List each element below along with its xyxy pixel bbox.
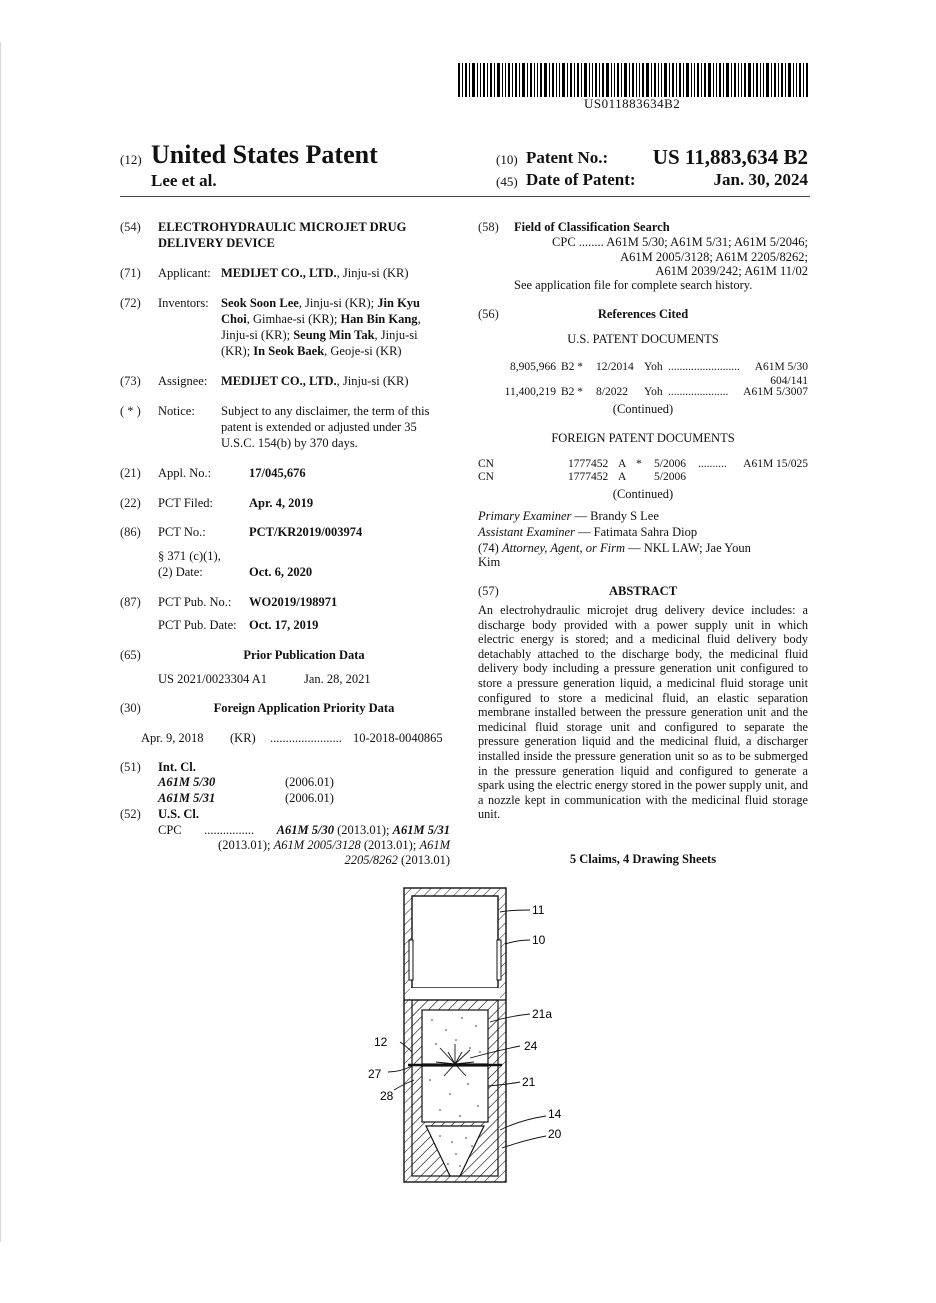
- ref-date: 5/2006: [654, 458, 686, 470]
- cpc-classes-1: [277, 823, 450, 838]
- cpc-line2: [158, 838, 450, 853]
- inventor-location: , Jinju-si: [374, 328, 418, 342]
- ref-date: 5/2006: [654, 471, 686, 483]
- code-73: (73): [120, 374, 141, 388]
- header-divider: [120, 196, 810, 197]
- pct-filed-label: PCT Filed:: [158, 496, 213, 510]
- cpc-line1: [158, 823, 450, 838]
- us-patent-docs-heading: U.S. PATENT DOCUMENTS: [567, 332, 719, 346]
- label-24: 24: [524, 1039, 538, 1053]
- cpc-line3: [158, 853, 450, 868]
- inventors-line4: [221, 344, 402, 359]
- attorney-name: — NKL LAW; Jae Youn: [624, 541, 751, 555]
- ref-star: *: [636, 458, 642, 470]
- assignee-name: MEDIJET CO., LTD.: [221, 374, 337, 388]
- abstract-text: An electrohydraulic microjet drug delivery device includes: a discharge body provided with a power supply unit in which electric energy is stored; and a medicinal fluid delivery body detachably attached to the discharge body, the medicinal fluid delivery body including a pressure generation unit configured to store a pressure generation liquid, a medicinal fluid storage unit configured to store a medicinal fluid, an elastic separation membrane installed between the pressure generation unit and the medicinal fluid storage unit and configured to separate the pressure generation liquid and the medicinal fluid, a discharger installed inside the pressure generation unit so as to be submerged in the pressure generation liquid and configured to generate a spark using the electric energy stored in the power supply unit, and a nozzle kept in communication with the medicinal fluid storage unit.: [478, 603, 808, 822]
- ref-kind: B2 *: [561, 361, 584, 373]
- code-72: (72): [120, 296, 141, 310]
- barcode: [458, 63, 808, 97]
- code-57: (57): [478, 584, 499, 598]
- code-22: (22): [120, 496, 141, 510]
- field-search-heading: Field of Classification Search: [514, 220, 670, 234]
- inventor-name: Han Bin Kang: [340, 312, 418, 326]
- prior-pub-heading: Prior Publication Data: [243, 648, 365, 662]
- inventors-line2: [221, 312, 421, 327]
- ref-dots: .....................: [668, 386, 729, 398]
- cpc-date: (2013.01);: [333, 823, 393, 837]
- inventor-location: , Geoje-si (KR): [324, 344, 402, 358]
- inventor-name: Choi: [221, 312, 247, 326]
- us-cl-label: U.S. Cl.: [158, 807, 199, 821]
- cpc-class: A61M 5/31: [392, 823, 450, 837]
- field-search-line3: A61M 2039/242; A61M 11/02: [655, 264, 808, 278]
- abstract-heading: ABSTRACT: [608, 584, 678, 598]
- ref-number: 1777452: [568, 471, 609, 483]
- prior-pub-no: US 2021/0023304 A1: [158, 672, 268, 686]
- ref-kind: B2 *: [561, 386, 584, 398]
- primary-examiner-name: — Brandy S Lee: [571, 509, 659, 523]
- ref-class: A61M 5/3007: [743, 386, 808, 398]
- cpc-class: A61M 5/30: [276, 823, 334, 837]
- ref-date: 12/2014: [596, 361, 634, 373]
- patent-number: US 11,883,634 B2: [652, 145, 808, 169]
- inventor-name: Jin Kyu: [377, 296, 421, 310]
- device-drawing: [360, 880, 580, 1190]
- ref-name: Yoh: [644, 386, 663, 398]
- label-11: 11: [532, 903, 545, 917]
- section-371-line1: § 371 (c)(1),: [158, 549, 221, 563]
- ref-number: 8,905,966: [510, 361, 556, 373]
- pct-no: PCT/KR2019/003974: [249, 525, 363, 539]
- code-10: (10): [496, 152, 518, 167]
- label-21a: 21a: [532, 1007, 553, 1021]
- ref-dots: ..........: [698, 458, 727, 470]
- appl-no: 17/045,676: [249, 466, 306, 480]
- applicant: [221, 266, 409, 281]
- code-56: (56): [478, 307, 499, 321]
- inventor-location: Jinju-si (KR);: [221, 328, 294, 342]
- invention-title-line1: ELECTROHYDRAULIC MICROJET DRUG: [158, 220, 407, 234]
- notice-line2: patent is extended or adjusted under 35: [221, 420, 417, 434]
- us-ref-row-1-class2: 604/141: [770, 375, 808, 387]
- cpc-date: (2013.01);: [360, 838, 420, 852]
- patent-no-label: Patent No.:: [526, 148, 609, 167]
- code-74: (74): [478, 541, 502, 555]
- label-27: 27: [368, 1067, 382, 1081]
- code-21: (21): [120, 466, 141, 480]
- primary-examiner: [478, 509, 659, 524]
- assignee-location: , Jinju-si (KR): [336, 374, 409, 388]
- notice-label: Notice:: [158, 404, 195, 418]
- pct-pub-no-label: PCT Pub. No.:: [158, 595, 232, 609]
- code-87: (87): [120, 595, 141, 609]
- field-search-line4: See application file for complete search history.: [514, 278, 753, 292]
- inventor-name: Seung Min Tak: [293, 328, 375, 342]
- code-86: (86): [120, 525, 141, 539]
- assistant-examiner-name: — Fatimata Sahra Diop: [574, 525, 698, 539]
- cpc-class: 2205/8262: [344, 853, 398, 867]
- prior-pub-date: Jan. 28, 2021: [304, 672, 371, 686]
- ref-dots: .........................: [668, 361, 740, 373]
- code-58: (58): [478, 220, 499, 234]
- barcode-number: US011883634B2: [584, 96, 681, 111]
- label-14: 14: [548, 1107, 562, 1121]
- applicant-name: MEDIJET CO., LTD.: [221, 266, 337, 280]
- attorney-line1: [478, 541, 751, 556]
- page-edge-line: [0, 42, 1, 1242]
- inventor-name: In Seok Baek: [253, 344, 325, 358]
- inventors-line3: [221, 328, 418, 343]
- foreign-patent-docs-heading: FOREIGN PATENT DOCUMENTS: [551, 431, 735, 445]
- code-71: (71): [120, 266, 141, 280]
- label-28: 28: [380, 1089, 394, 1103]
- continued-us: (Continued): [612, 402, 674, 416]
- cpc-class: A61M: [419, 838, 450, 852]
- code-51: (51): [120, 760, 141, 774]
- cpc-date: (2013.01);: [218, 838, 274, 852]
- ref-country: CN: [478, 471, 494, 483]
- field-search-line2: A61M 2005/3128; A61M 2205/8262;: [620, 250, 808, 264]
- ref-class: A61M 15/025: [743, 458, 808, 470]
- cpc-dots: ................: [204, 823, 255, 837]
- ref-class: A61M 5/30: [754, 361, 808, 373]
- cpc-label: CPC: [158, 823, 182, 837]
- code-notice: ( * ): [120, 404, 141, 418]
- int-cl-1: A61M 5/30: [158, 775, 216, 789]
- applicant-label: Applicant:: [158, 266, 211, 280]
- attorney-line2: Kim: [478, 555, 501, 569]
- pct-pub-date-label: PCT Pub. Date:: [158, 618, 237, 632]
- assignee: [221, 374, 409, 389]
- applicant-location: , Jinju-si (KR): [336, 266, 409, 280]
- inventor-name: Seok Soon Lee: [221, 296, 299, 310]
- pct-filed: Apr. 4, 2019: [249, 496, 314, 510]
- claims-summary: 5 Claims, 4 Drawing Sheets: [569, 852, 717, 866]
- ref-date: 8/2022: [596, 386, 628, 398]
- label-20: 20: [548, 1127, 562, 1141]
- representative-drawing: [360, 880, 580, 1190]
- assignee-label: Assignee:: [158, 374, 208, 388]
- inventor-location: (KR);: [221, 344, 254, 358]
- foreign-priority-country: (KR): [230, 731, 256, 745]
- inventors-line1: [221, 296, 420, 311]
- medicinal-fluid-storage: [422, 1066, 488, 1122]
- ref-name: Yoh: [644, 361, 663, 373]
- references-heading: References Cited: [597, 307, 689, 321]
- code-52: (52): [120, 807, 141, 821]
- continued-foreign: (Continued): [612, 487, 674, 501]
- primary-examiner-label: Primary Examiner: [478, 509, 572, 523]
- pct-pub-no: WO2019/198971: [249, 595, 338, 609]
- code-54: (54): [120, 220, 141, 234]
- cpc-class: A61M 2005/3128: [273, 838, 361, 852]
- comma: ,: [417, 312, 421, 326]
- int-cl-2: A61M 5/31: [158, 791, 216, 805]
- foreign-priority-dots: .......................: [270, 731, 342, 745]
- code-65: (65): [120, 648, 141, 662]
- label-10: 10: [532, 933, 546, 947]
- foreign-priority-date: Apr. 9, 2018: [141, 731, 204, 745]
- section-371-line2: (2) Date:: [158, 565, 203, 579]
- date-of-patent-label: Date of Patent:: [526, 170, 636, 189]
- label-21: 21: [522, 1075, 536, 1089]
- ref-number: 1777452: [568, 458, 609, 470]
- section-371-date: Oct. 6, 2020: [249, 565, 313, 579]
- code-30: (30): [120, 701, 141, 715]
- code-45: (45): [496, 174, 518, 189]
- pct-pub-date: Oct. 17, 2019: [249, 618, 319, 632]
- patent-type-title: United States Patent: [151, 140, 378, 169]
- label-12: 12: [374, 1035, 388, 1049]
- pct-no-label: PCT No.:: [158, 525, 206, 539]
- barcode-graphic: [458, 63, 808, 97]
- foreign-priority-heading: Foreign Application Priority Data: [213, 701, 395, 715]
- cpc-date: (2013.01): [397, 853, 450, 867]
- inventor-location: , Jinju-si (KR);: [298, 296, 378, 310]
- authors: Lee et al.: [151, 171, 217, 190]
- int-cl-2-date: (2006.01): [285, 791, 334, 805]
- invention-title-line2: DELIVERY DEVICE: [158, 236, 275, 250]
- foreign-priority-no: 10-2018-0040865: [353, 731, 443, 745]
- ref-kind: A: [618, 458, 627, 470]
- power-supply-unit: [412, 896, 498, 988]
- int-cl-label: Int. Cl.: [158, 760, 196, 774]
- inventors-label: Inventors:: [158, 296, 209, 310]
- ref-kind: A: [618, 471, 627, 483]
- field-search-line1: CPC ........ A61M 5/30; A61M 5/31; A61M 5/2046;: [552, 235, 808, 249]
- int-cl-1-date: (2006.01): [285, 775, 334, 789]
- notice-line1: Subject to any disclaimer, the term of this: [221, 404, 430, 418]
- ref-country: CN: [478, 458, 494, 470]
- code-12: (12): [120, 152, 142, 167]
- assistant-examiner-label: Assistant Examiner: [478, 525, 575, 539]
- inventor-location: , Gimhae-si (KR);: [246, 312, 341, 326]
- attorney-label: Attorney, Agent, or Firm: [501, 541, 625, 555]
- ref-number: 11,400,219: [504, 386, 556, 398]
- date-of-patent: Jan. 30, 2024: [713, 170, 808, 189]
- appl-no-label: Appl. No.:: [158, 466, 212, 480]
- notice-line3: U.S.C. 154(b) by 370 days.: [221, 436, 358, 450]
- assistant-examiner: [478, 525, 697, 540]
